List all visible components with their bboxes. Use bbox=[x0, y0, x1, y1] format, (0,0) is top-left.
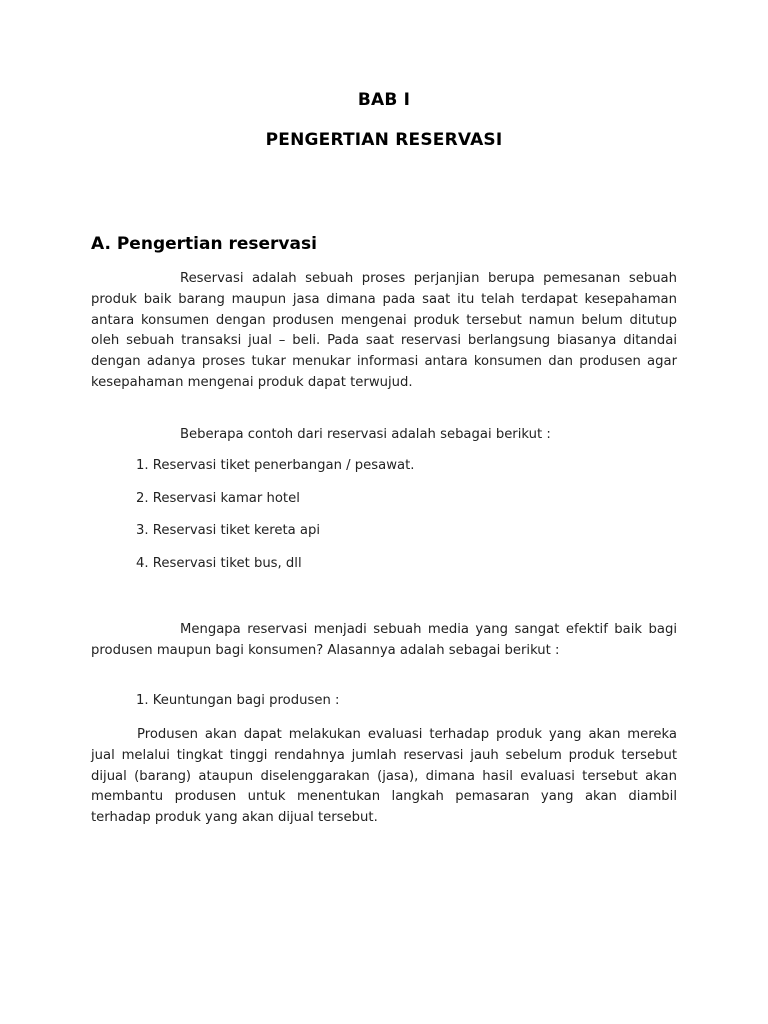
example-list-item: 4. Reservasi tiket bus, dll bbox=[136, 556, 302, 571]
producer-benefit-paragraph: Produsen akan dapat melakukan evaluasi terhadap produk yang akan mereka jual melalui tingkat tinggi rendahnya jumlah reservasi jauh sebelum produk tersebut dijual (barang) ataupun diselenggarakan (jasa), dimana hasil evaluasi tersebut akan membantu produsen untuk menentukan langkah pemasaran yang akan diambil terhadap produk yang akan dijual tersebut. bbox=[91, 727, 677, 826]
chapter-number: BAB I bbox=[357, 90, 411, 110]
reason-list-item: 1. Keuntungan bagi produsen : bbox=[136, 693, 340, 708]
examples-intro-paragraph: Beberapa contoh dari reservasi adalah sebagai berikut : bbox=[180, 427, 551, 442]
definition-paragraph: Reservasi adalah sebuah proses perjanjian berupa pemesanan sebuah produk baik barang maupun jasa dimana pada saat itu telah terdapat kesepahaman antara konsumen dengan produsen mengenai produk tersebut namun belum ditutup oleh sebuah transaksi jual – beli. Pada saat reservasi berlangsung biasanya ditandai dengan adanya proses tukar menukar informasi antara konsumen dan produsen agar kesepahaman mengenai produk dapat terwujud. bbox=[91, 271, 677, 390]
example-list-item: 1. Reservasi tiket penerbangan / pesawat. bbox=[136, 458, 415, 473]
section-heading: A. Pengertian reservasi bbox=[91, 234, 317, 254]
example-list-item: 2. Reservasi kamar hotel bbox=[136, 491, 300, 506]
chapter-title: PENGERTIAN RESERVASI bbox=[265, 130, 503, 150]
reasons-intro-paragraph: Mengapa reservasi menjadi sebuah media yang sangat efektif baik bagi produsen maupun bagi konsumen? Alasannya adalah sebagai berikut : bbox=[91, 622, 677, 658]
example-list-item: 3. Reservasi tiket kereta api bbox=[136, 523, 321, 538]
